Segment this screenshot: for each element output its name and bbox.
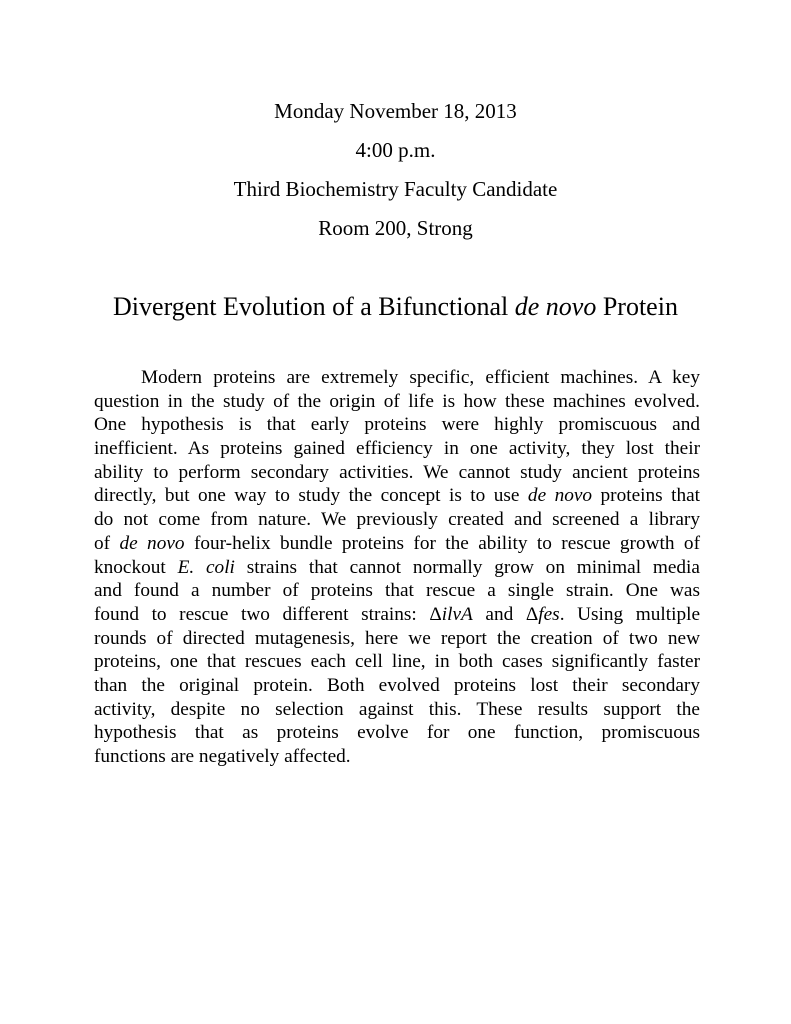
- abstract-line: question in the study of the origin of life is how these machines evolved.: [94, 390, 700, 412]
- abstract-line: inefficient. As proteins gained efficiency in one activity, they lost their: [94, 438, 700, 460]
- abstract-line: functions are negatively affected.: [94, 746, 351, 767]
- abstract-text: found to rescue two different strains: Δ: [94, 603, 442, 625]
- abstract-italic-term: de novo: [527, 485, 593, 507]
- abstract-line: One hypothesis is that early proteins were highly promiscuous and: [94, 414, 700, 436]
- abstract-text: proteins that: [592, 485, 701, 507]
- abstract-line: Modern proteins are extremely specific, efficient machines. A key: [141, 367, 700, 388]
- talk-title-part1: Divergent Evolution of a Bifunctional: [113, 292, 515, 321]
- abstract-italic-term: fes: [538, 603, 560, 625]
- abstract-line: [94, 556, 700, 580]
- event-header: [0, 92, 791, 248]
- abstract-italic-term: ilvA: [441, 603, 473, 625]
- abstract-line: ability to perform secondary activities. We cannot study ancient proteins: [94, 461, 700, 483]
- abstract-text: strains that cannot normally grow on minimal media: [234, 556, 700, 578]
- abstract-text: . Using multiple: [559, 603, 701, 625]
- abstract-paragraph: [94, 366, 700, 769]
- talk-title: [0, 290, 791, 324]
- abstract-line: rounds of directed mutagenesis, here we report the creation of two new: [94, 627, 700, 649]
- talk-title-italic: de novo: [514, 292, 597, 321]
- event-date: Monday November 18, 2013: [274, 99, 517, 123]
- event-time: 4:00 p.m.: [355, 138, 436, 162]
- abstract-line: and found a number of proteins that rescue a single strain. One was: [94, 580, 700, 602]
- abstract-line: [94, 484, 700, 508]
- abstract-text: directly, but one way to study the concept is to use: [94, 485, 528, 507]
- abstract-line: than the original protein. Both evolved proteins lost their secondary: [94, 674, 700, 696]
- abstract-text: and Δ: [472, 603, 539, 625]
- abstract-italic-term: E. coli: [177, 556, 235, 578]
- abstract-line: do not come from nature. We previously created and screened a library: [94, 509, 700, 531]
- abstract-text: of: [94, 532, 120, 554]
- abstract-line: proteins, one that rescues each cell line, in both cases significantly faster: [94, 651, 700, 673]
- abstract-line: [94, 532, 700, 556]
- abstract-line: [94, 603, 700, 627]
- event-location: Room 200, Strong: [318, 216, 473, 240]
- abstract-italic-term: de novo: [119, 532, 185, 554]
- abstract-line: hypothesis that as proteins evolve for one function, promiscuous: [94, 722, 700, 744]
- event-speaker: Third Biochemistry Faculty Candidate: [233, 177, 558, 201]
- abstract-text: knockout: [94, 556, 178, 578]
- abstract-line: activity, despite no selection against this. These results support the: [94, 698, 700, 720]
- abstract-text: four-helix bundle proteins for the ability to rescue growth of: [184, 532, 700, 554]
- talk-title-part2: Protein: [596, 292, 678, 321]
